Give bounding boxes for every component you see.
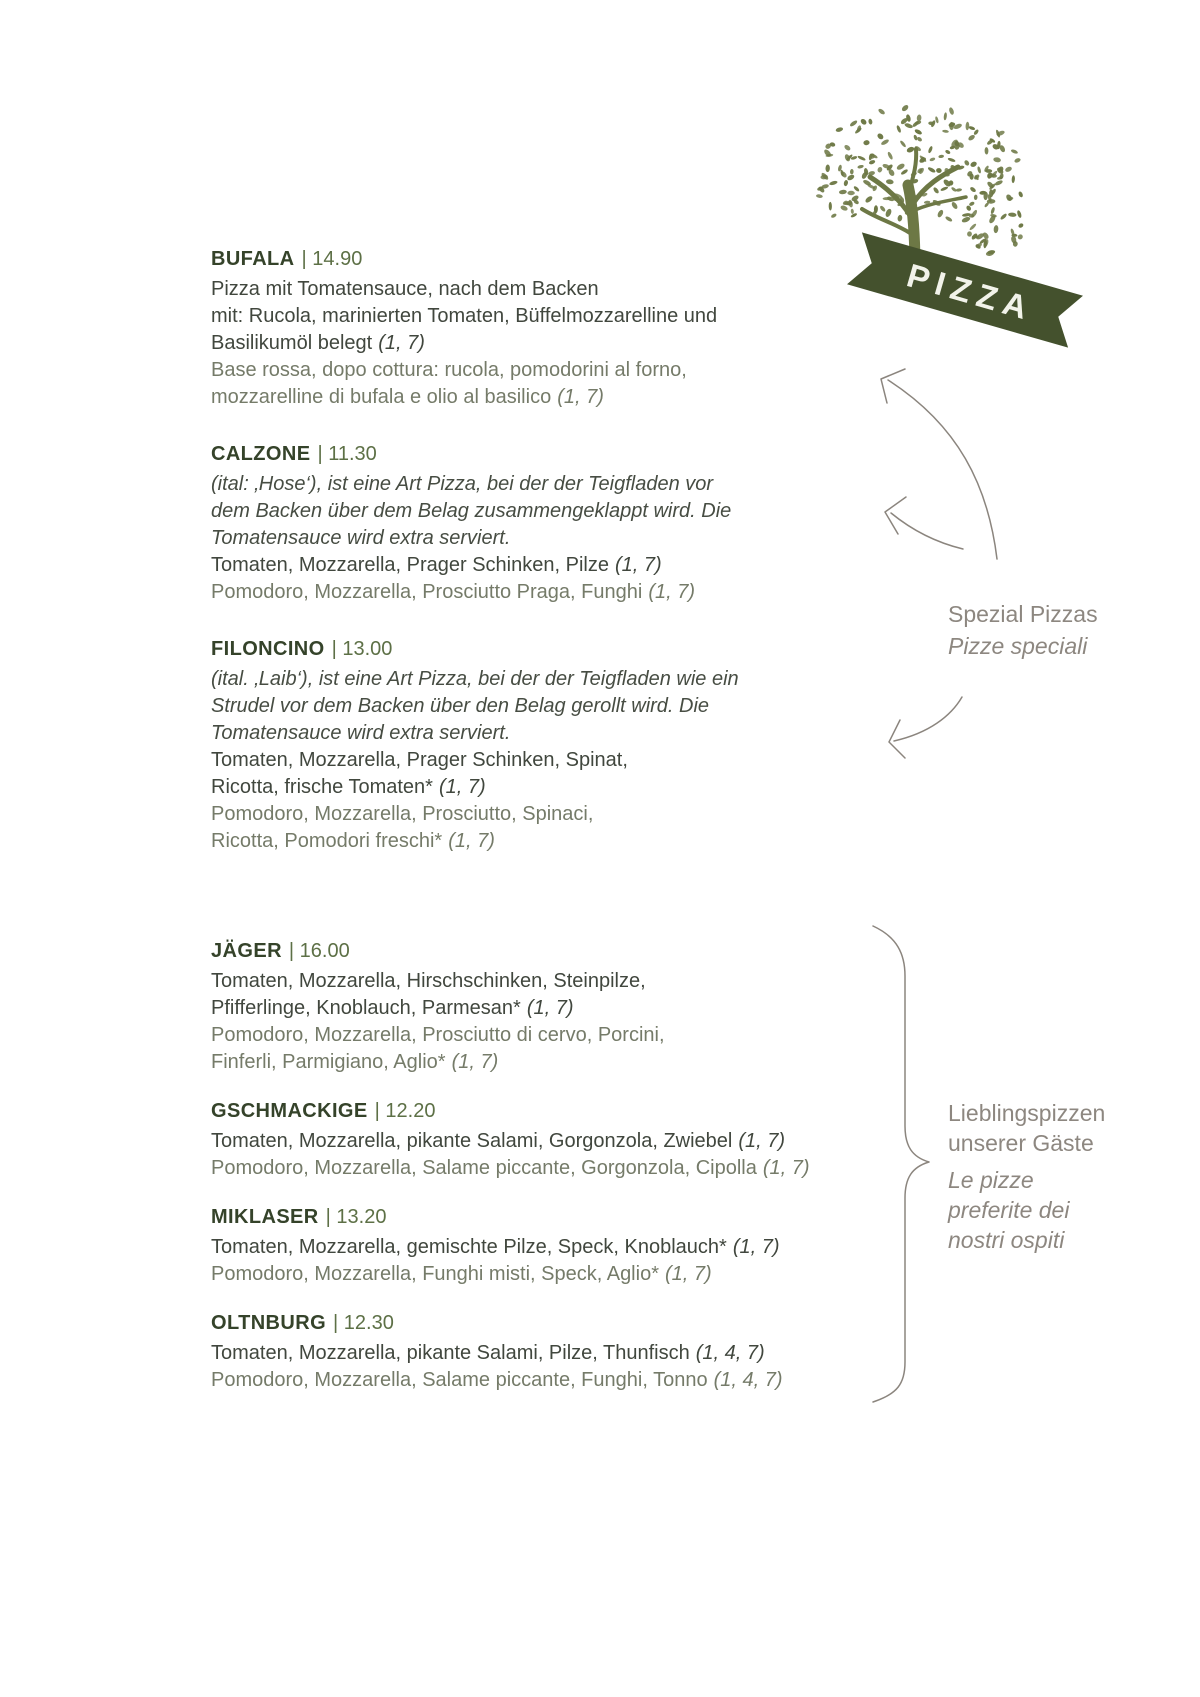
special-pizzas-note bbox=[948, 598, 1098, 662]
item-name: BUFALA bbox=[211, 248, 295, 270]
item-name: CALZONE bbox=[211, 443, 311, 465]
favorite-pizzas-note bbox=[948, 1098, 1105, 1255]
ingredients-de: Tomaten, Mozzarella, Prager Schinken, Spinat, bbox=[211, 749, 628, 771]
allergen-codes: (1, 7) bbox=[614, 554, 662, 576]
item-name: OLTNBURG bbox=[211, 1312, 327, 1334]
allergen-codes: (1, 7) bbox=[448, 830, 495, 852]
item-description: (ital: ‚Hose‘), ist eine Art Pizza, bei der der Teigfladen vor bbox=[211, 473, 714, 495]
allergen-codes: (1, 7) bbox=[451, 1051, 499, 1073]
pizza-banner bbox=[847, 232, 1083, 347]
item-header bbox=[211, 441, 810, 468]
ingredients-de: Basilikumöl belegt (1, 7) bbox=[211, 332, 425, 354]
fav-note-it: Le pizze bbox=[948, 1167, 1034, 1193]
item-description: Strudel vor dem Backen über den Belag gerollt wird. Die bbox=[211, 695, 710, 717]
group-separator bbox=[211, 885, 810, 938]
ingredients-it: Ricotta, Pomodori freschi* (1, 7) bbox=[211, 830, 495, 852]
item-header bbox=[211, 246, 810, 273]
item-name: FILONCINO bbox=[211, 638, 325, 660]
favorite-pizzas-group bbox=[211, 938, 810, 1394]
menu-item-calzone bbox=[211, 441, 810, 606]
ingredients-de: Tomaten, Mozzarella, Prager Schinken, Pilze (1, 7) bbox=[211, 554, 662, 576]
ingredients-it: Pomodoro, Mozzarella, Salame piccante, Funghi, Tonno (1, 4, 7) bbox=[211, 1369, 783, 1391]
fav-note-it: nostri ospiti bbox=[948, 1227, 1065, 1253]
item-description: (ital. ‚Laib‘), ist eine Art Pizza, bei der der Teigfladen wie ein bbox=[211, 668, 739, 690]
banner-label: PIZZA bbox=[902, 256, 1039, 328]
ingredients-de: mit: Rucola, marinierten Tomaten, Büffelmozzarelline und bbox=[211, 305, 718, 327]
allergen-codes: (1, 7) bbox=[438, 776, 486, 798]
allergen-codes: (1, 7) bbox=[557, 386, 604, 408]
ingredients-it: Pomodoro, Mozzarella, Prosciutto di cervo, Porcini, bbox=[211, 1024, 665, 1046]
allergen-codes: (1, 7) bbox=[526, 997, 574, 1019]
special-note-it: Pizze speciali bbox=[948, 633, 1088, 659]
item-name: GSCHMACKIGE bbox=[211, 1100, 368, 1122]
item-description: Tomatensauce wird extra serviert. bbox=[211, 722, 511, 744]
ingredients-de: Tomaten, Mozzarella, gemischte Pilze, Speck, Knoblauch* (1, 7) bbox=[211, 1236, 780, 1258]
ingredients-de: Ricotta, frische Tomaten* (1, 7) bbox=[211, 776, 486, 798]
special-note-de: Spezial Pizzas bbox=[948, 601, 1098, 627]
item-header bbox=[211, 1310, 810, 1337]
ingredients-de: Pfifferlinge, Knoblauch, Parmesan* (1, 7) bbox=[211, 997, 574, 1019]
item-price: | 13.00 bbox=[331, 638, 393, 660]
menu-item-jaeger bbox=[211, 938, 810, 1076]
item-header bbox=[211, 1204, 810, 1231]
menu-item-bufala bbox=[211, 246, 810, 411]
item-price: | 12.20 bbox=[374, 1100, 436, 1122]
menu-item-gschmackige bbox=[211, 1098, 810, 1182]
item-price: | 14.90 bbox=[301, 248, 363, 270]
spacer bbox=[948, 1158, 1105, 1165]
arrow-to-calzone bbox=[885, 497, 963, 549]
allergen-codes: (1, 7) bbox=[664, 1263, 712, 1285]
tree-foliage bbox=[816, 104, 1024, 257]
item-header bbox=[211, 938, 810, 965]
ingredients-it: Pomodoro, Mozzarella, Funghi misti, Speck, Aglio* (1, 7) bbox=[211, 1263, 712, 1285]
ingredients-it: Finferli, Parmigiano, Aglio* (1, 7) bbox=[211, 1051, 499, 1073]
pizza-tree-logo bbox=[790, 85, 1100, 355]
ingredients-it: Pomodoro, Mozzarella, Prosciutto, Spinaci, bbox=[211, 803, 594, 825]
allergen-codes: (1, 7) bbox=[732, 1236, 780, 1258]
ingredients-de: Tomaten, Mozzarella, Hirschschinken, Steinpilze, bbox=[211, 970, 646, 992]
ingredients-it: mozzarelline di bufala e olio al basilico (1, 7) bbox=[211, 386, 604, 408]
item-price: | 12.30 bbox=[333, 1312, 394, 1334]
item-price: | 16.00 bbox=[288, 940, 350, 962]
fav-note-de: unserer Gäste bbox=[948, 1130, 1094, 1156]
fav-note-de: Lieblingspizzen bbox=[948, 1100, 1106, 1126]
item-name: JÄGER bbox=[211, 940, 282, 962]
allergen-codes: (1, 7) bbox=[648, 581, 696, 603]
allergen-codes: (1, 4, 7) bbox=[695, 1342, 765, 1364]
fav-note-it: preferite dei bbox=[948, 1197, 1070, 1223]
ingredients-it: Pomodoro, Mozzarella, Salame piccante, Gorgonzola, Cipolla (1, 7) bbox=[211, 1157, 810, 1179]
item-header bbox=[211, 1098, 810, 1125]
item-description: Tomatensauce wird extra serviert. bbox=[211, 527, 511, 549]
allergen-codes: (1, 4, 7) bbox=[713, 1369, 783, 1391]
allergen-codes: (1, 7) bbox=[738, 1130, 786, 1152]
item-header bbox=[211, 636, 810, 663]
ingredients-it: Base rossa, dopo cottura: rucola, pomodorini al forno, bbox=[211, 359, 687, 381]
favorites-brace bbox=[873, 926, 929, 1402]
arrow-to-bufala bbox=[881, 369, 997, 559]
ingredients-de: Tomaten, Mozzarella, pikante Salami, Gorgonzola, Zwiebel (1, 7) bbox=[211, 1130, 786, 1152]
menu-item-miklaser bbox=[211, 1204, 810, 1288]
allergen-codes: (1, 7) bbox=[762, 1157, 810, 1179]
item-description: dem Backen über dem Belag zusammengeklappt wird. Die bbox=[211, 500, 732, 522]
allergen-codes: (1, 7) bbox=[378, 332, 425, 354]
menu-item-oltnburg bbox=[211, 1310, 810, 1394]
ingredients-de: Tomaten, Mozzarella, pikante Salami, Pilze, Thunfisch (1, 4, 7) bbox=[211, 1342, 765, 1364]
menu-item-filoncino bbox=[211, 636, 810, 855]
special-pizzas-group bbox=[211, 246, 810, 855]
ingredients-de: Pizza mit Tomatensauce, nach dem Backen bbox=[211, 278, 599, 300]
arrow-to-filoncino bbox=[889, 697, 962, 758]
menu-column bbox=[211, 246, 810, 1416]
item-price: | 13.20 bbox=[325, 1206, 387, 1228]
item-price: | 11.30 bbox=[317, 443, 377, 465]
item-name: MIKLASER bbox=[211, 1206, 319, 1228]
ingredients-it: Pomodoro, Mozzarella, Prosciutto Praga, Funghi (1, 7) bbox=[211, 581, 696, 603]
